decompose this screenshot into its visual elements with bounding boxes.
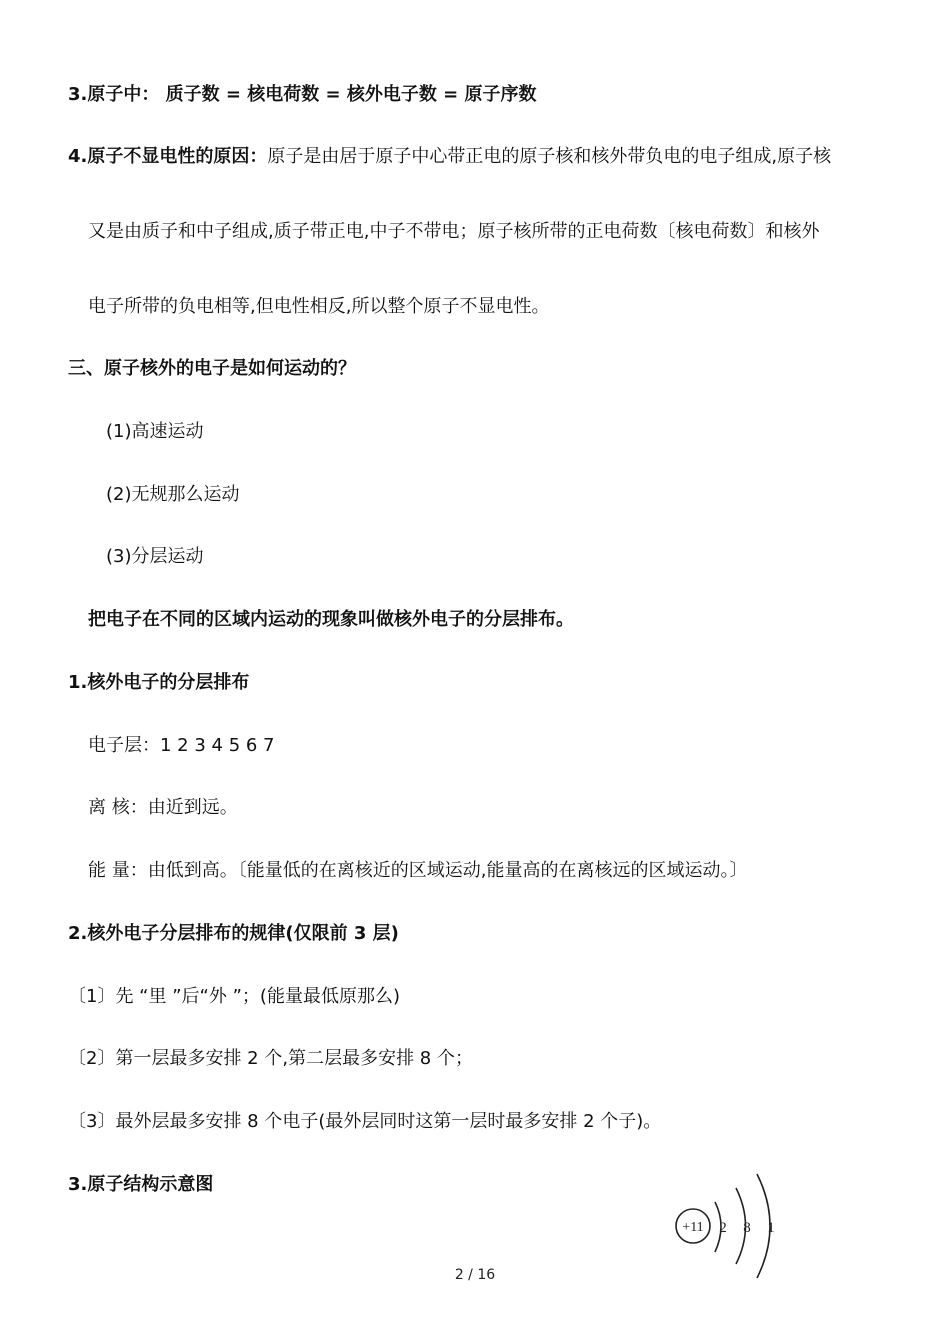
shell-3-count: 1 [767, 1220, 775, 1236]
section-three-heading: 三、原子核外的电子是如何运动的？ [68, 358, 356, 379]
shell-2-count: 8 [743, 1220, 751, 1236]
neutrality-paragraph-line2: 又是由质子和中子组成,质子带正电,中子不带电；原子核所带的正电荷数〔核电荷数〕和核外 [88, 221, 820, 242]
neutrality-heading: 4.原子不显电性的原因： [68, 146, 268, 167]
atom-structure-diagram [665, 1168, 785, 1280]
page-number: 2 / 16 [454, 1267, 496, 1283]
neutrality-paragraph-line3: 电子所带的负电相等,但电性相反,所以整个原子不显电性。 [88, 296, 550, 317]
atom-equality-heading: 3.原子中： 质子数 = 核电荷数 = 核外电子数 = 原子序数 [68, 84, 537, 105]
rule-3: 〔3〕最外层最多安排 8 个电子(最外层同时这第一层时最多安排 2 个子)。 [68, 1111, 662, 1132]
rules-heading: 2.核外电子分层排布的规律(仅限前 3 层) [68, 923, 399, 944]
rule-2: 〔2〕第一层最多安排 2 个,第二层最多安排 8 个； [68, 1048, 473, 1069]
motion-item-3: (3)分层运动 [106, 546, 204, 567]
electron-shells-list: 电子层：1 2 3 4 5 6 7 [88, 735, 275, 756]
nucleus-charge: +11 [682, 1220, 704, 1235]
neutrality-text: 原子是由居于原子中心带正电的原子核和核外带负电的电子组成,原子核 [267, 146, 832, 167]
rule-1: 〔1〕先 “里 ”后“外 ”；(能量最低原那么) [68, 986, 400, 1007]
layered-heading: 1.核外电子的分层排布 [68, 672, 250, 693]
shell-1-count: 2 [719, 1220, 727, 1236]
distance-note: 离 核：由近到远。 [88, 797, 238, 818]
structure-diagram-heading: 3.原子结构示意图 [68, 1174, 214, 1195]
neutrality-paragraph-line1 [68, 145, 831, 169]
energy-note: 能 量：由低到高。〔能量低的在离核近的区域运动,能量高的在离核远的区域运动。〕 [88, 860, 748, 881]
motion-item-1: (1)高速运动 [106, 421, 204, 442]
motion-item-2: (2)无规那么运动 [106, 484, 240, 505]
layered-definition: 把电子在不同的区域内运动的现象叫做核外电子的分层排布。 [88, 609, 574, 630]
